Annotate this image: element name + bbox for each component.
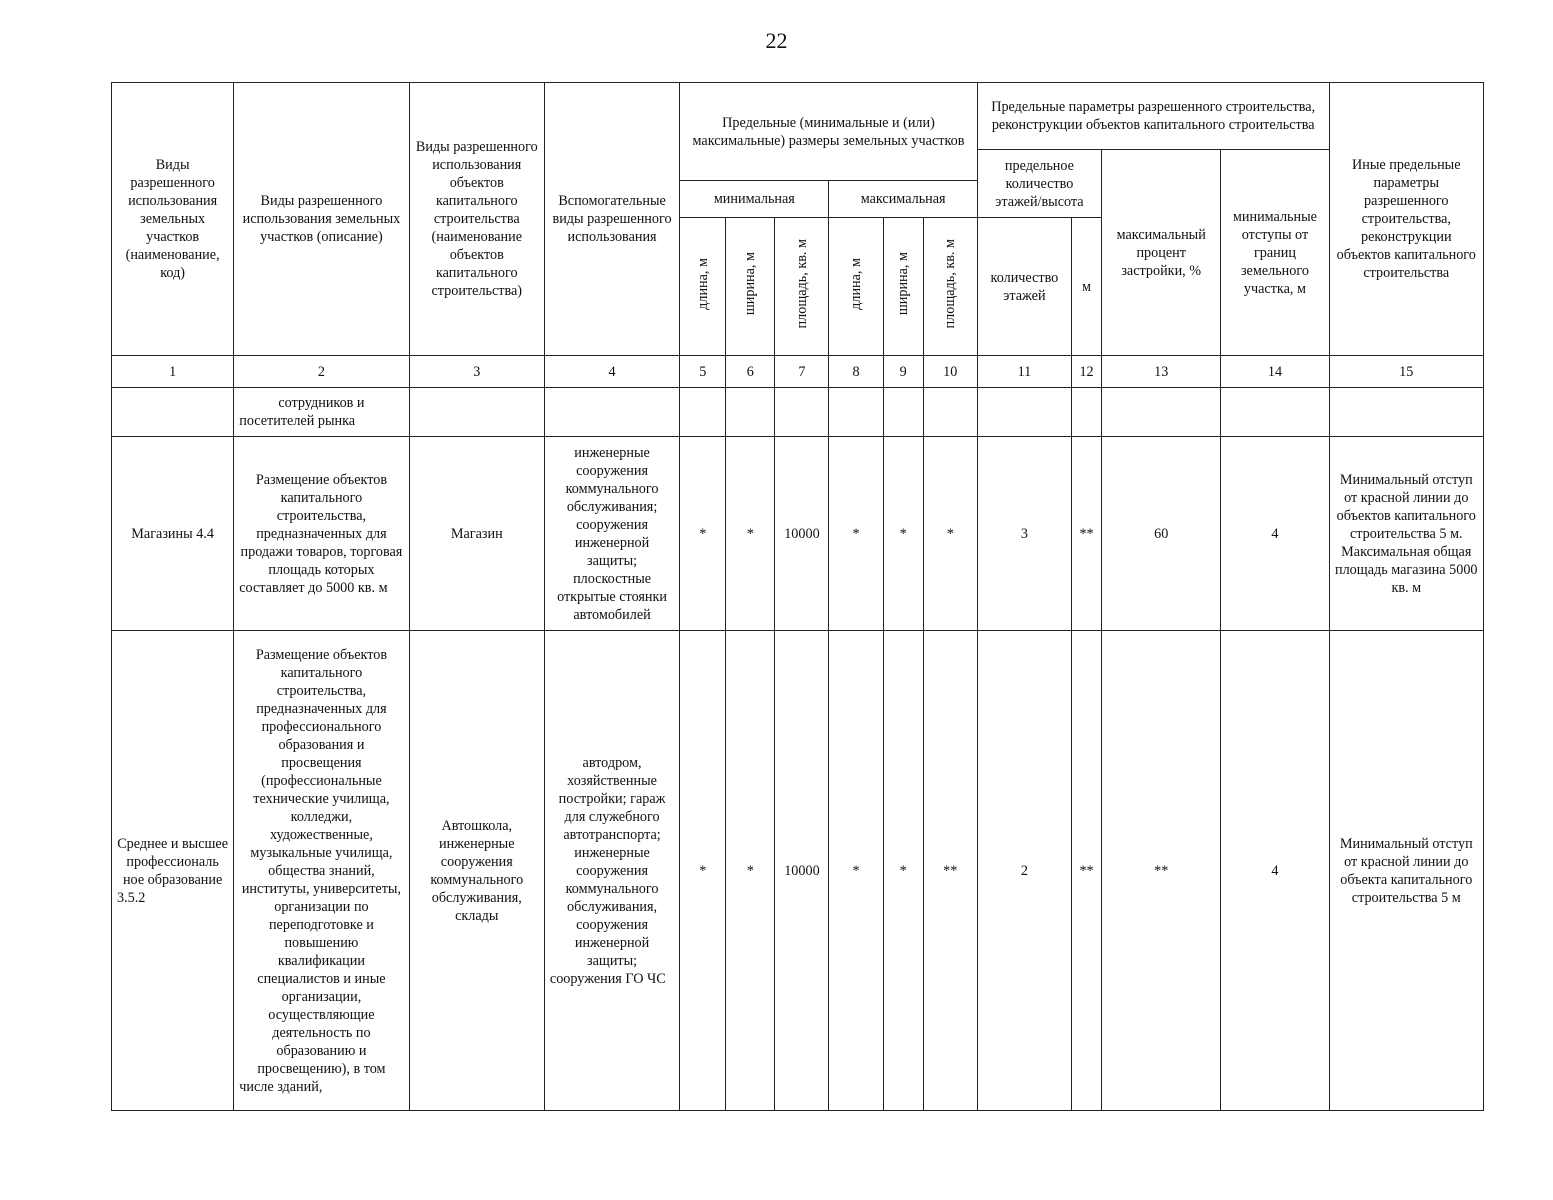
cell-min-setbacks: 4 <box>1221 631 1329 1111</box>
cell-max-length <box>829 388 883 437</box>
cell-max-area: ** <box>923 631 977 1111</box>
column-number: 1 <box>112 356 234 388</box>
column-number: 14 <box>1221 356 1329 388</box>
cell-min-width: * <box>726 437 775 631</box>
header-max-width-label: ширина, м <box>895 252 912 316</box>
column-number: 3 <box>409 356 544 388</box>
cell-max-percent: 60 <box>1102 437 1221 631</box>
cell-floors <box>977 388 1071 437</box>
cell-description: Размещение объектов капитального строительства, предназначенных для профессионального образования и просвещения (профессиональные технические училища, колледжи, художественные, музыкальные училища, общества знаний, институты, университеты, организации по переподготовке и повышению квалификации специалистов и иные организации, осуществляющие деятельность по образованию и просвещению), в том числе зданий, <box>234 631 409 1111</box>
cell-min-setbacks <box>1221 388 1329 437</box>
cell-height: ** <box>1072 437 1102 631</box>
header-min-width-label: ширина, м <box>742 252 759 316</box>
header-max-length <box>829 218 883 356</box>
column-number: 11 <box>977 356 1071 388</box>
column-number: 5 <box>680 356 726 388</box>
header-floors: количество этажей <box>977 218 1071 356</box>
column-number-row <box>112 356 1484 388</box>
cell-building-use <box>409 388 544 437</box>
header-plot-sizes: Предельные (минимальные и (или) максимальные) размеры земельных участков <box>680 83 978 181</box>
cell-min-area <box>775 388 829 437</box>
header-max-area <box>923 218 977 356</box>
cell-max-percent: ** <box>1102 631 1221 1111</box>
cell-other-params <box>1329 388 1483 437</box>
cell-min-length: * <box>680 437 726 631</box>
column-number: 12 <box>1072 356 1102 388</box>
cell-max-width <box>883 388 923 437</box>
cell-max-area <box>923 388 977 437</box>
column-number: 7 <box>775 356 829 388</box>
header-max-width <box>883 218 923 356</box>
cell-height: ** <box>1072 631 1102 1111</box>
cell-land-use: Среднее и высшее профессиональ ное образование 3.5.2 <box>112 631 234 1111</box>
cell-min-length: * <box>680 631 726 1111</box>
header-min-length-label: длина, м <box>694 258 711 310</box>
page-number: 22 <box>765 28 788 53</box>
cell-floors: 2 <box>977 631 1071 1111</box>
cell-auxiliary-use: инженерные сооружения коммунального обслуживания; сооружения инженерной защиты; плоскостные открытые стоянки автомобилей <box>544 437 679 631</box>
cell-min-area: 10000 <box>775 437 829 631</box>
cell-max-percent <box>1102 388 1221 437</box>
cell-min-area: 10000 <box>775 631 829 1111</box>
header-min-length <box>680 218 726 356</box>
header-auxiliary-use: Вспомогательные виды разрешенного использования <box>544 83 679 356</box>
cell-floors: 3 <box>977 437 1071 631</box>
table-row <box>112 631 1484 1111</box>
header-min-width <box>726 218 775 356</box>
header-maximum: максимальная <box>829 181 977 218</box>
header-max-percent: максимальный процент застройки, % <box>1102 150 1221 356</box>
cell-other-params: Минимальный отступ от красной линии до объекта капитального строительства 5 м <box>1329 631 1483 1111</box>
cell-land-use <box>112 388 234 437</box>
cell-max-width: * <box>883 631 923 1111</box>
cell-min-width: * <box>726 631 775 1111</box>
header-min-area <box>775 218 829 356</box>
column-number: 15 <box>1329 356 1483 388</box>
header-land-use-kinds: Виды разрешенного использования земельных участков (наименование, код) <box>112 83 234 356</box>
regulations-table <box>111 82 1484 1111</box>
column-number: 10 <box>923 356 977 388</box>
cell-description: Размещение объектов капитального строительства, предназначенных для продажи товаров, торговая площадь которых составляет до 5000 кв. м <box>234 437 409 631</box>
cell-auxiliary-use <box>544 388 679 437</box>
cell-min-length <box>680 388 726 437</box>
header-building-use-kinds: Виды разрешенного использования объектов капитального строительства (наименование объектов капитального строительства) <box>409 83 544 356</box>
cell-auxiliary-use: автодром, хозяйственные постройки; гараж для служебного автотранспорта; инженерные сооружения коммунального обслуживания, сооружения инженерной защиты; сооружения ГО ЧС <box>544 631 679 1111</box>
header-build-params: Предельные параметры разрешенного строительства, реконструкции объектов капитального строительства <box>977 83 1329 150</box>
table-row <box>112 437 1484 631</box>
column-number: 6 <box>726 356 775 388</box>
header-minimum: минимальная <box>680 181 829 218</box>
cell-max-area: * <box>923 437 977 631</box>
cell-other-params: Минимальный отступ от красной линии до объектов капитального строительства 5 м. Максимальная общая площадь магазина 5000 кв. м <box>1329 437 1483 631</box>
header-min-setbacks: минимальные отступы от границ земельного участка, м <box>1221 150 1329 356</box>
cell-max-length: * <box>829 437 883 631</box>
column-number: 8 <box>829 356 883 388</box>
cell-max-width: * <box>883 437 923 631</box>
column-number: 2 <box>234 356 409 388</box>
column-number: 4 <box>544 356 679 388</box>
cell-min-width <box>726 388 775 437</box>
cell-min-setbacks: 4 <box>1221 437 1329 631</box>
header-floors-height: предельное количество этажей/высота <box>977 150 1101 218</box>
cell-description: сотрудников и посетителей рынка <box>234 388 409 437</box>
column-number: 13 <box>1102 356 1221 388</box>
column-number: 9 <box>883 356 923 388</box>
header-meters: м <box>1072 218 1102 356</box>
header-land-use-description: Виды разрешенного использования земельных участков (описание) <box>234 83 409 356</box>
header-row-1 <box>112 83 1484 150</box>
cell-land-use: Магазины 4.4 <box>112 437 234 631</box>
cell-height <box>1072 388 1102 437</box>
cell-building-use: Магазин <box>409 437 544 631</box>
header-min-area-label: площадь, кв. м <box>793 239 810 329</box>
cell-max-length: * <box>829 631 883 1111</box>
header-other-params: Иные предельные параметры разрешенного строительства, реконструкции объектов капитального строительства <box>1329 83 1483 356</box>
header-max-area-label: площадь, кв. м <box>942 239 959 329</box>
table-row <box>112 388 1484 437</box>
cell-building-use: Автошкола, инженерные сооружения коммунального обслуживания, склады <box>409 631 544 1111</box>
header-max-length-label: длина, м <box>848 258 865 310</box>
